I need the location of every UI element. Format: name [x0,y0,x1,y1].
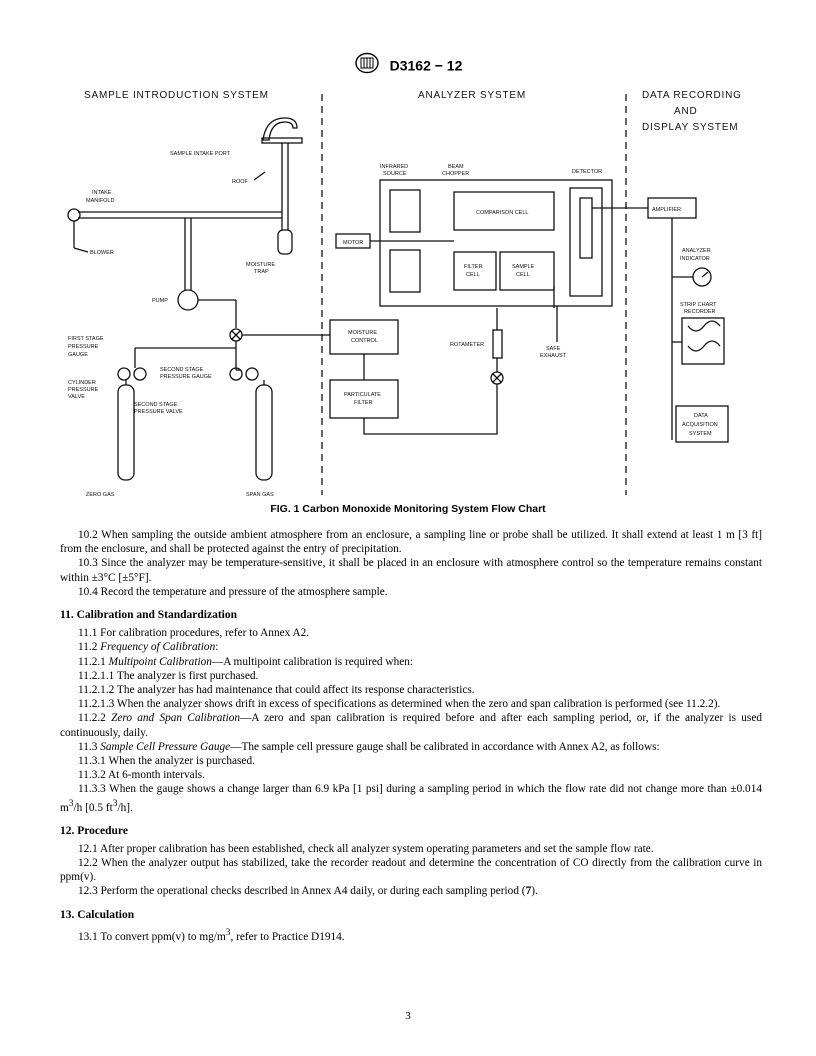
label-second-stage-gauge-1: SECOND STAGE [160,367,204,373]
label-roof: ROOF [232,179,248,185]
strip-chart-recorder [682,318,724,364]
label-cylinder-2: PRESSURE [68,387,99,393]
label-second-stage-valve-2: PRESSURE VALVE [134,409,183,415]
label-detector: DETECTOR [572,169,603,175]
label-beam-1: BEAM [448,164,464,170]
para-10-4: 10.4 Record the temperature and pressure of the atmosphere sample. [78,585,388,598]
para-11-2-1-2: 11.2.1.2 The analyzer has had maintenance that could affect its response characteristics. [78,684,475,697]
para-13-1: 13.1 To convert ppm(v) to $mg/m^3$, refer to Practice D1914. [78,927,345,943]
label-sample-intake-port: SAMPLE INTAKE PORT [170,151,231,157]
label-first-stage-2: PRESSURE [68,344,99,350]
label-safe-exhaust-2: EXHAUST [540,353,566,359]
section-title-data-1: DATA RECORDING [642,90,742,101]
label-motor: MOTOR [343,240,364,246]
label-beam-2: CHOPPER [442,171,470,177]
label-particulate-1: PARTICULATE [344,392,381,398]
flow-chart-figure [60,80,760,500]
para-10-2: 10.2 When sampling the outside ambient atmosphere from an enclosure, a sampling line or probe shall be utilized. It shall extend at least 1 m [3 ft] from the enclosure, and shall be protected against the entry of precipitation. [60,529,762,556]
label-filter-cell-2: CELL [466,272,480,278]
particulate-filter-box [330,380,398,418]
para-11-2-2: 11.2.2 Zero and Span Calibration—A zero and span calibration is required before and after each sampling period, or, if the analyzer is used continuously, daily. [60,712,762,739]
label-moisture-control-2: CONTROL [351,338,378,344]
label-second-stage-gauge-2: PRESSURE GAUGE [160,374,212,380]
moisture-trap [278,230,292,254]
label-data-acq-1: DATA [694,413,708,419]
label-span-gas: SPAN GAS [246,492,274,498]
label-intake-2: MANIFOLD [86,198,115,204]
astm-logo-icon [354,52,380,79]
para-12-2: 12.2 When the analyzer output has stabilized, take the recorder readout and determine the concentration of CO directly from the calibration curve in ppm(v). [60,857,762,884]
filter-cell [454,252,496,290]
label-rotameter: ROTAMETER [450,342,485,348]
para-11-3: 11.3 Sample Cell Pressure Gauge—The sample cell pressure gauge shall be calibrated in accordance with Annex A2, as follows: [78,740,660,753]
label-cylinder-1: CYLINDER [68,380,96,386]
heading-13: 13. Calculation [60,908,135,921]
label-moisture-control-1: MOISTURE [348,330,378,336]
label-filter-cell-1: FILTER [464,264,483,270]
para-11-3-3: 11.3.3 When the gauge shows a change larger than 6.9 kPa [1 psi] during a sampling period in which the flow rate did not change more than ±0.014 $m^3/h$ [0.5 $ft^3/h$]. [60,783,762,814]
para-12-3: 12.3 Perform the operational checks described in Annex A4 daily, or during each sampling period (7). [78,885,538,898]
label-data-acq-3: SYSTEM [689,431,712,437]
label-safe-exhaust-1: SAFE [546,346,561,352]
label-analyzer-indicator-2: INDICATOR [680,256,710,262]
label-strip-chart-1: STRIP CHART [680,302,717,308]
para-11-2: 11.2 Frequency of Calibration: [78,641,219,654]
para-11-2-1-3: 11.2.1.3 When the analyzer shows drift in excess of specifications as determined when the zero and span calibration is performed (see 11.2.2). [78,698,721,711]
document-code: D3162 − 12 [389,57,463,74]
section-title-sample: SAMPLE INTRODUCTION SYSTEM [84,90,269,101]
label-blower: BLOWER [90,250,114,256]
label-moisture-trap-2: TRAP [254,269,269,275]
body-text [60,528,762,944]
blower-icon [68,209,80,221]
rotameter [493,330,502,358]
label-infrared-2: SOURCE [383,171,407,177]
para-11-3-2: 11.3.2 At 6-month intervals. [78,769,205,782]
label-particulate-2: FILTER [354,400,373,406]
ir-source-top [390,190,420,232]
para-11-2-1-1: 11.2.1.1 The analyzer is first purchased. [78,669,259,682]
label-comparison-cell: COMPARISON CELL [476,210,529,216]
label-sample-cell-1: SAMPLE [512,264,535,270]
label-data-acq-2: ACQUISITION [682,422,718,428]
para-11-1: 11.1 For calibration procedures, refer to Annex A2. [78,627,310,640]
label-amplifier: AMPLIFIER [652,207,682,213]
label-cylinder-3: VALVE [68,394,85,400]
span-gauge-2-icon [246,368,258,380]
first-stage-gauge-icon [118,368,130,380]
detector-box [570,188,602,296]
sample-cell [500,252,554,290]
intake-port-hood [263,118,297,140]
second-stage-gauge-icon [134,368,146,380]
pump-icon [178,290,198,310]
heading-12: 12. Procedure [60,824,128,837]
label-pump: PUMP [152,298,168,304]
section-title-data-2: AND [674,106,698,117]
page-number: 3 [405,1010,411,1022]
section-title-analyzer: ANALYZER SYSTEM [418,90,526,101]
label-zero-gas: ZERO GAS [86,492,115,498]
span-gas-cylinder [256,385,272,480]
figure-caption: FIG. 1 Carbon Monoxide Monitoring System Flow Chart [270,503,546,515]
moisture-control-box [330,320,398,354]
page-header [0,52,816,79]
para-10-3: 10.3 Since the analyzer may be temperature-sensitive, it shall be placed in an enclosure with atmosphere control so the temperature remains constant within ±3°C [±5°F]. [60,557,762,584]
label-first-stage-3: GAUGE [68,352,88,358]
label-moisture-trap-1: MOISTURE [246,262,276,268]
para-12-1: 12.1 After proper calibration has been established, check all analyzer system operating parameters and set the sample flow rate. [78,842,654,855]
label-analyzer-indicator-1: ANALYZER [682,248,711,254]
heading-11: 11. Calibration and Standardization [60,609,238,622]
label-infrared-1: INFRARED [380,164,409,170]
para-11-2-1: 11.2.1 Multipoint Calibration—A multipoint calibration is required when: [78,655,414,668]
section-title-data-3: DISPLAY SYSTEM [642,122,739,133]
label-sample-cell-2: CELL [516,272,530,278]
zero-gas-cylinder [118,385,134,480]
label-strip-chart-2: RECORDER [684,309,716,315]
label-intake-1: INTAKE [92,190,112,196]
ir-source-bottom [390,250,420,292]
para-11-3-1: 11.3.1 When the analyzer is purchased. [78,755,255,768]
label-first-stage-1: FIRST STAGE [68,336,104,342]
label-second-stage-valve-1: SECOND STAGE [134,402,178,408]
